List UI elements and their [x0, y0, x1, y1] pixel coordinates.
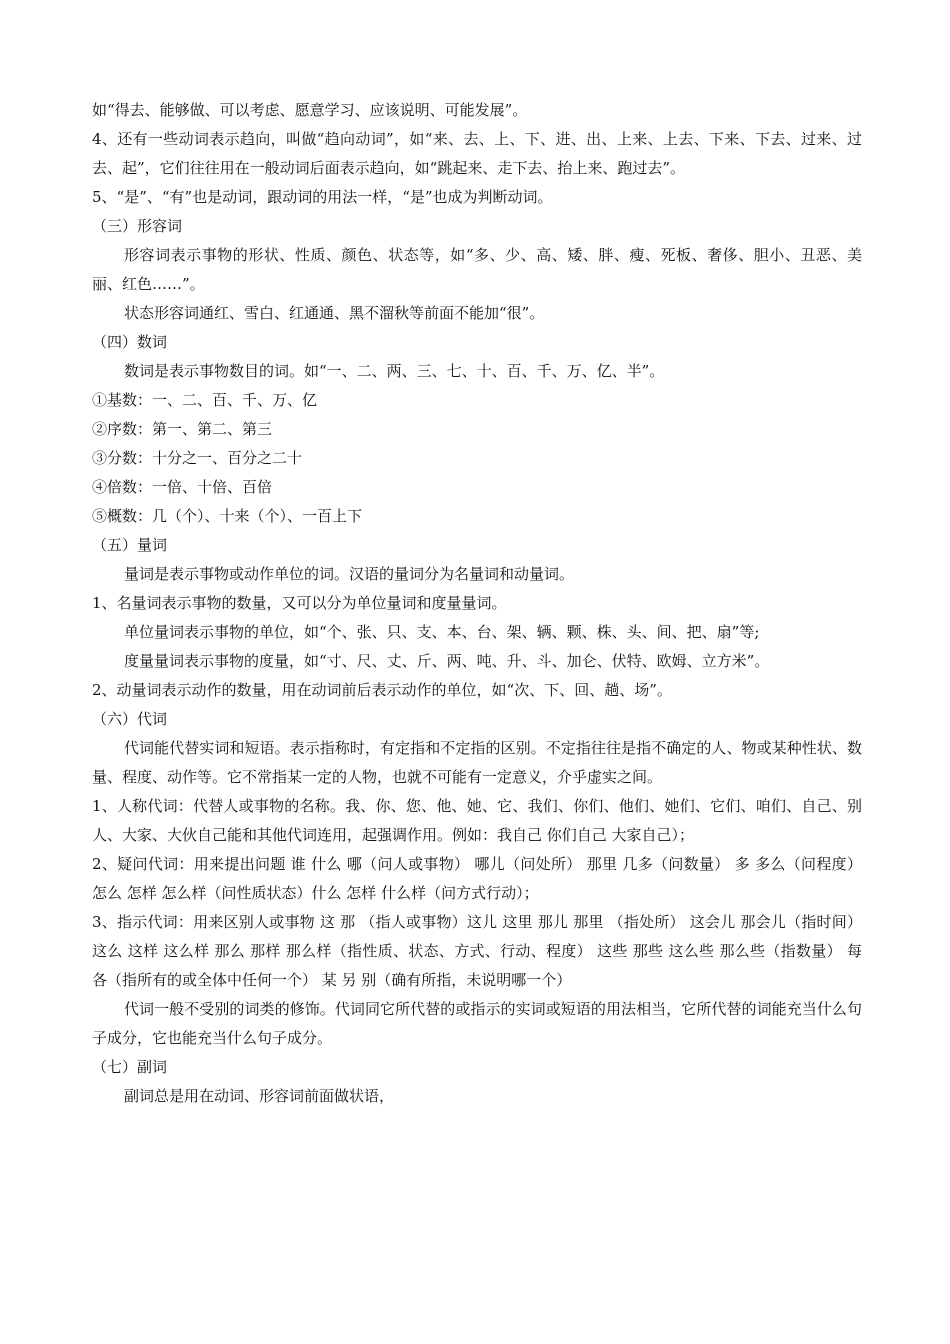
- paragraph-adjectives-definition: 形容词表示事物的形状、性质、颜色、状态等，如“多、少、高、矮、胖、瘦、死板、奢侈、胆小、丑恶、美丽、红色……”。: [92, 246, 862, 293]
- list-item-multiple: ④倍数：一倍、十倍、百倍: [92, 478, 273, 496]
- paragraph-pronouns-definition: 代词能代替实词和短语。表示指称时，有定指和不定指的区别。不定指往往是指不确定的人、物或某种性状、数量、程度、动作等。它不常指某一定的人物，也就不可能有一定意义，介乎虚实之间。: [92, 739, 862, 786]
- paragraph-numerals-definition: 数词是表示事物数目的词。如“一、二、两、三、七、十、百、千、万、亿、半”。: [124, 362, 665, 380]
- list-item-approximate: ⑤概数：几（个）、十来（个）、一百上下: [92, 507, 363, 525]
- paragraph-interrogative-pronouns: 2、疑问代词：用来提出问题 谁 什么 哪（问人或事物） 哪儿（问处所） 那里 几多（问数量） 多 多么（问程度） 怎么 怎样 怎么样（问性质状态）什么 怎样 什么样（问方式行动）；: [92, 855, 862, 902]
- section-heading-adjectives: （三）形容词: [92, 217, 183, 235]
- section-heading-numerals: （四）数词: [92, 333, 168, 351]
- paragraph-directional-verbs: 4、还有一些动词表示趋向，叫做“趋向动词”，如“来、去、上、下、进、出、上来、上去、下来、下去、过来、过去、起”，它们往往用在一般动词后面表示趋向，如“跳起来、走下去、抬上来、跑过去”。: [92, 130, 862, 177]
- paragraph-pronouns-usage: 代词一般不受别的词类的修饰。代词同它所代替的或指示的实词或短语的用法相当，它所代替的词能充当什么句子成分，它也能充当什么句子成分。: [92, 1000, 862, 1047]
- list-item-cardinal: ①基数：一、二、百、千、万、亿: [92, 391, 318, 409]
- paragraph-verbal-measure-words: 2、动量词表示动作的数量，用在动词前后表示动作的单位，如“次、下、回、趟、场”。: [92, 681, 672, 699]
- list-item-fraction: ③分数：十分之一、百分之二十: [92, 449, 303, 467]
- list-item-ordinal: ②序数：第一、第二、第三: [92, 420, 273, 438]
- section-heading-adverbs: （七）副词: [92, 1058, 168, 1076]
- paragraph-adverbs-definition: 副词总是用在动词、形容词前面做状语，: [124, 1087, 395, 1105]
- paragraph-nominal-measure-words: 1、名量词表示事物的数量，又可以分为单位量词和度量量词。: [92, 594, 507, 612]
- section-heading-pronouns: （六）代词: [92, 710, 168, 728]
- document-page: [92, 96, 862, 1111]
- paragraph-measure-words-definition: 量词是表示事物或动作单位的词。汉语的量词分为名量词和动量词。: [124, 565, 575, 583]
- paragraph-continuation: 如“得去、能够做、可以考虑、愿意学习、应该说明、可能发展”。: [92, 101, 528, 119]
- paragraph-personal-pronouns: 1、人称代词：代替人或事物的名称。我、你、您、他、她、它、我们、你们、他们、她们、它们、咱们、自己、别人、大家、大伙自己能和其他代词连用，起强调作用。例如：我自己 你们自己 大家自己）；: [92, 797, 862, 844]
- paragraph-judgment-verbs: 5、“是”、“有”也是动词，跟动词的用法一样，“是”也成为判断动词。: [92, 188, 553, 206]
- paragraph-unit-measure-words: 单位量词表示事物的单位，如“个、张、只、支、本、台、架、辆、颗、株、头、间、把、扇”等;: [124, 623, 760, 641]
- paragraph-degree-measure-words: 度量量词表示事物的度量，如“寸、尺、丈、斤、两、吨、升、斗、加仑、伏特、欧姆、立方米”。: [124, 652, 770, 670]
- paragraph-state-adjectives: 状态形容词通红、雪白、红通通、黑不溜秋等前面不能加“很”。: [124, 304, 545, 322]
- paragraph-demonstrative-pronouns: 3、指示代词：用来区别人或事物 这 那 （指人或事物）这儿 这里 那儿 那里 （指处所） 这会儿 那会儿（指时间） 这么 这样 这么样 那么 那样 那么样（指性质、状态、方式、行动、程度） 这些 那些 这么些 那么些（指数量） 每 各（指所有的或全体中任何一个） 某 另 别（确有所指，未说明哪一个）: [92, 913, 862, 989]
- section-heading-measure-words: （五）量词: [92, 536, 168, 554]
